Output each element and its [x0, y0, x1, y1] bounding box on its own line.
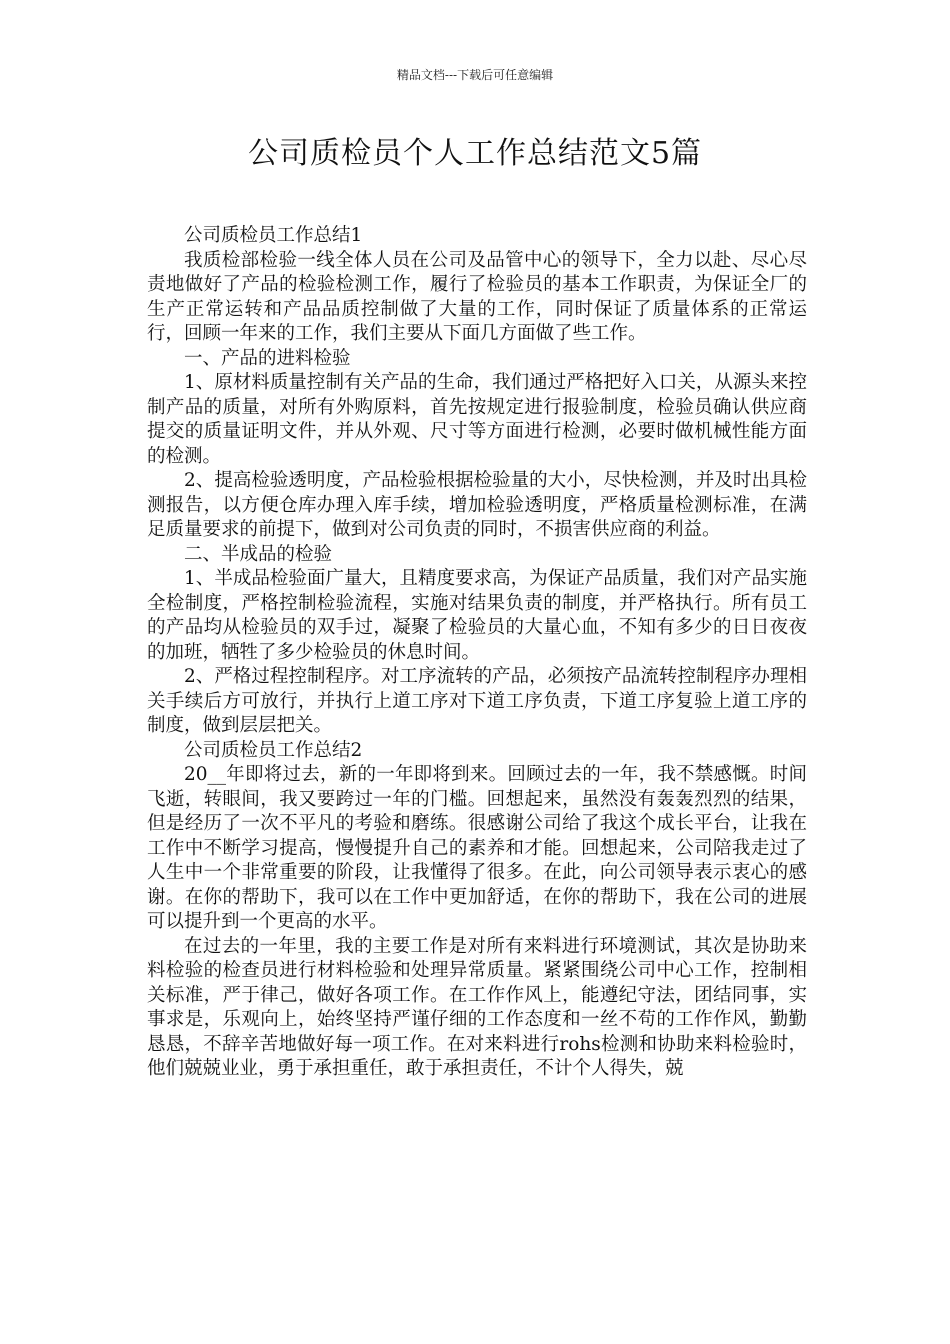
section-heading-1: 公司质检员工作总结1	[184, 225, 363, 246]
paragraph: 2、严格过程控制程序。对工序流转的产品，必须按产品流转控制程序办理相关手续后方可放行，并执行上道工序对下道工序负责，下道工序复验上道工序的制度，做到层层把关。	[147, 666, 807, 736]
subsection-heading: 二、半成品的检验	[184, 543, 333, 565]
document-body	[147, 224, 807, 1082]
paragraph: 我质检部检验一线全体人员在公司及品管中心的领导下，全力以赴、尽心尽责地做好了产品的检验检测工作，履行了检验员的基本工作职责，为保证全厂的生产正常运转和产品品质控制做了大量的工作，同时保证了质量体系的正常运行，回顾一年来的工作，我们主要从下面几方面做了些工作。	[147, 249, 807, 344]
document-title: 公司质检员个人工作总结范文5篇	[247, 136, 703, 171]
subsection-heading: 一、产品的进料检验	[184, 347, 351, 369]
paragraph: 1、原材料质量控制有关产品的生命，我们通过严格把好入口关，从源头来控制产品的质量，对所有外购原料，首先按规定进行报验制度，检验员确认供应商提交的质量证明文件，并从外观、尺寸等方面进行检测，必要时做机械性能方面的检测。	[147, 372, 807, 467]
paragraph: 20__年即将过去，新的一年即将到来。回顾过去的一年，我不禁感慨。时间飞逝，转眼间，我又要跨过一年的门槛。回想起来，虽然没有轰轰烈烈的结果，但是经历了一次不平凡的考验和磨练。很感谢公司给了我这个成长平台，让我在工作中不断学习提高，慢慢提升自己的素养和才能。回想起来，公司陪我走过了人生中一个非常重要的阶段，让我懂得了很多。在此，向公司领导表示衷心的感谢。在你的帮助下，我可以在工作中更加舒适，在你的帮助下，我在公司的进展可以提升到一个更高的水平。	[147, 764, 807, 932]
paragraph: 2、提高检验透明度，产品检验根据检验量的大小，尽快检测，并及时出具检测报告，以方便仓库办理入库手续，增加检验透明度，严格质量检测标准，在满足质量要求的前提下，做到对公司负责的同时，不损害供应商的利益。	[147, 470, 807, 540]
section-heading-2: 公司质检员工作总结2	[184, 739, 363, 761]
paragraph: 在过去的一年里，我的主要工作是对所有来料进行环境测试，其次是协助来料检验的检查员进行材料检验和处理异常质量。紧紧围绕公司中心工作，控制相关标准，严于律己，做好各项工作。在工作作风上，能遵纪守法，团结同事，实事求是，乐观向上，始终坚持严谨仔细的工作态度和一丝不苟的工作作风，勤勤恳恳，不辞辛苦地做好每一项工作。在对来料进行rohs检测和协助来料检验时，他们兢兢业业，勇于承担重任，敢于承担责任，不计个人得失，兢	[147, 935, 807, 1079]
paragraph: 1、半成品检验面广量大，且精度要求高，为保证产品质量，我们对产品实施全检制度，严格控制检验流程，实施对结果负责的制度，并严格执行。所有员工的产品均从检验员的双手过，凝聚了检验员的大量心血，不知有多少的日日夜夜的加班，牺牲了多少检验员的休息时间。	[147, 568, 807, 663]
page-header: 精品文档---下载后可任意编辑	[396, 68, 554, 82]
